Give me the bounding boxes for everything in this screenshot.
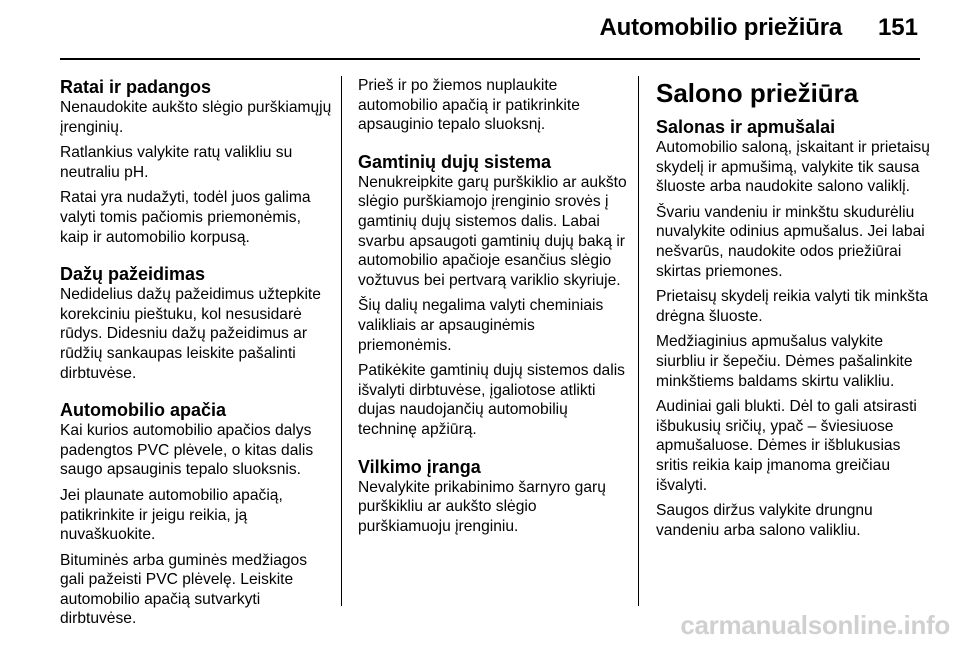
paragraph: Prieš ir po žiemos nuplaukite automobilio apačią ir patikrinkite apsauginio tepalo sluoksnį. (358, 77, 580, 134)
paragraph: Automobilio saloną, įskaitant ir prietaisų skydelį ir apmušimą, valykite tik sausa šluoste arba naudokite salono valiklį. (656, 139, 930, 196)
section-interior-upholstery (656, 116, 930, 540)
section-heading: Dažų pažeidimas (60, 264, 206, 285)
paragraph: Nevalykite prikabinimo šarnyro garų purškikliu ar aukšto slėgio purškiamuoju įrenginiu. (358, 478, 606, 535)
section-wheels-tyres (60, 76, 332, 247)
page-header (0, 0, 960, 60)
paragraph: Prietaisų skydelį reikia valyti tik minkšta drėgna šluoste. (656, 288, 929, 325)
column-3 (656, 76, 930, 556)
section-underbody (60, 399, 332, 629)
column-divider-1 (341, 76, 342, 606)
paragraph: Nenaudokite aukšto slėgio purškiamųjų įrenginių. (60, 99, 332, 136)
section-heading: Vilkimo įranga (358, 456, 481, 477)
paragraph: Švariu vandeniu ir minkštu skudurėliu nuvalykite odinius apmušalus. Jei labai nešvarūs, naudokite odos priežiūrai skirtas priemones. (656, 203, 925, 280)
column-2 (358, 76, 630, 552)
paragraph: Nenukreipkite garų purškiklio ar aukšto slėgio purškiamojo įrenginio srovės į gamtinių dujų sistemos dalis. Labai svarbu apsaugoti gamtinių dujų baką ir automobilio apačioje esančius slėgio vožtuvus bei pertvarą variklio skyriuje. (358, 173, 627, 289)
section-towing (358, 456, 630, 537)
paragraph: Ratlankius valykite ratų valikliu su neutraliu pH. (60, 144, 293, 181)
paragraph: Ratai yra nudažyti, todėl juos galima valyti tomis pačiomis priemonėmis, kaip ir automobilio korpusą. (60, 189, 311, 246)
section-heading: Ratai ir padangos (60, 77, 212, 97)
header-divider (60, 58, 920, 60)
paragraph: Jei plaunate automobilio apačią, patikrinkite ir jeigu reikia, ją nuvaškuokite. (60, 486, 283, 544)
paragraph: Šių dalių negalima valyti cheminiais valikliais ar apsauginėmis priemonėmis. (358, 297, 604, 354)
section-heading: Automobilio apačia (60, 400, 227, 421)
section-heading: Gamtinių dujų sistema (358, 151, 552, 172)
column-1 (60, 76, 332, 645)
section-heading: Salonas ir apmušalai (656, 117, 836, 137)
paragraph: Medžiaginius apmušalus valykite siurbliu ir šepečiu. Dėmes pašalinkite minkštiems baldams skirtu valikliu. (656, 333, 913, 390)
paragraph: Patikėkite gamtinių dujų sistemos dalis išvalyti dirbtuvėse, įgaliotose atlikti dujas naudojančių automobilių techninę apžiūrą. (358, 362, 625, 438)
paragraph: Kai kurios automobilio apačios dalys padengtos PVC plėvele, o kitas dalis saugo apsauginis tepalo sluoksnis. (60, 422, 314, 479)
section-gas-system (358, 151, 630, 440)
watermark: carmanualsonline.info (680, 610, 950, 640)
paragraph: Bituminės arba guminės medžiagos gali pažeisti PVC plėvelę. Leiskite automobilio apačią sutvarkyti dirbtuvėse. (60, 551, 308, 628)
paragraph: Nedidelius dažų pažeidimus užtepkite korekciniu pieštuku, kol nesusidarė rūdys. Didesniu dažų pažeidimus ar rūdžių sankaupas leiskite pašalinti dirbtuvėse. (60, 286, 321, 382)
column-divider-2 (638, 76, 639, 606)
section-paint-damage (60, 263, 332, 383)
paragraph: Audiniai gali blukti. Dėl to gali atsirasti išbukusių sričių, ypač – šviesiuose apmušaluose. Dėmes ir išblukusias sritis reikia kaip įmanoma greičiau išvalyti. (656, 398, 917, 494)
intro-block (358, 76, 630, 135)
paragraph: Saugos diržus valykite drungnu vandeniu arba salono valikliu. (656, 502, 873, 539)
page-number: 151 (877, 14, 918, 41)
chapter-heading: Salono priežiūra (656, 78, 859, 108)
running-title: Automobilio priežiūra (599, 14, 842, 41)
